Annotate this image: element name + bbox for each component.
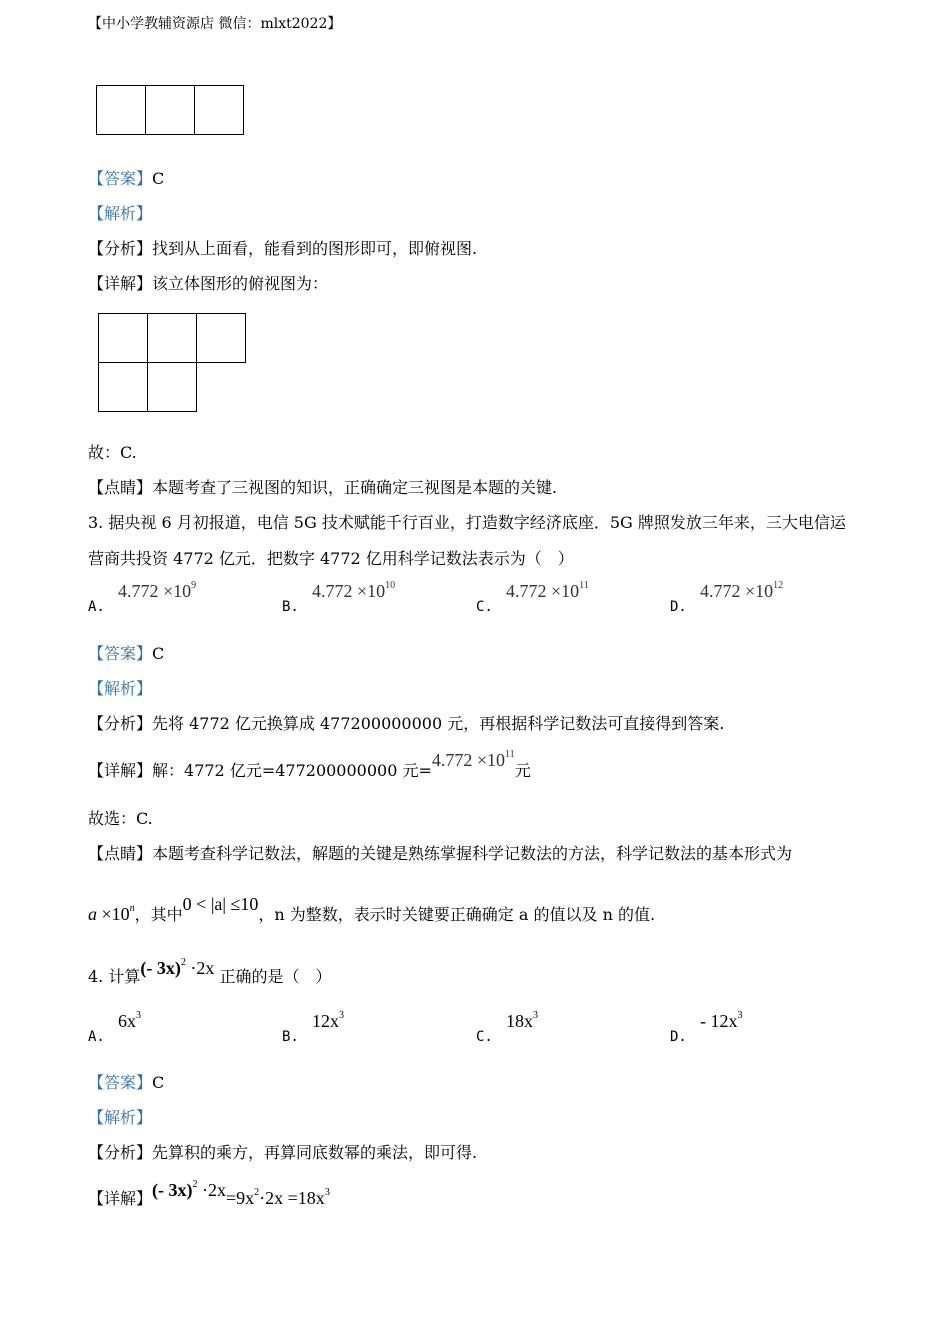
figure-three-squares bbox=[96, 85, 245, 135]
answer-label: 【答案】 bbox=[88, 169, 153, 188]
q3-option-d[interactable] bbox=[670, 580, 784, 615]
option-value: - $12x^3$ bbox=[699, 1010, 743, 1031]
q4-option-a[interactable] bbox=[88, 1010, 141, 1045]
q4-answer-line bbox=[88, 1070, 164, 1093]
q2-fenxi: 找到从上面看，能看到的图形即可，即俯视图. bbox=[152, 239, 478, 258]
q4-stem bbox=[88, 957, 332, 987]
q3-stem-line1: 3. 据央视 6 月初报道，电信 5G 技术赋能千行百业，打造数字经济底座．5G 牌照发放三年来，三大电信运 bbox=[88, 513, 846, 532]
figure-top-view bbox=[98, 313, 246, 413]
option-value: $4.772 \times 10^{10}$ bbox=[311, 580, 396, 601]
answer-label: 【答案】 bbox=[88, 1073, 153, 1092]
q3-xiangjie-prefix: 解：4772 亿元=477200000000 元= bbox=[152, 761, 432, 780]
dianjing-tail: ，n 为整数，表示时关键要正确确定 a 的值以及 n 的值. bbox=[258, 905, 656, 924]
q3-answer: C bbox=[152, 644, 165, 663]
option-value: $6x^3$ bbox=[117, 1010, 141, 1031]
analysis-label: 【解析】 bbox=[88, 1108, 153, 1127]
q2-answer-line bbox=[88, 166, 164, 189]
option-letter: D. bbox=[670, 1029, 687, 1045]
q3-fenxi-line bbox=[88, 711, 724, 734]
q3-dianjing: 本题考查科学记数法，解题的关键是熟练掌握科学记数法的方法，科学记数法的基本形式为 bbox=[152, 844, 793, 863]
q4-fenxi-line bbox=[88, 1140, 477, 1163]
analysis-label: 【解析】 bbox=[88, 204, 153, 223]
option-letter: D. bbox=[670, 599, 687, 615]
stem-suffix: 正确的是（ ） bbox=[219, 967, 332, 986]
q3-xiangjie-math: $4.772 \times 10^{11}$ bbox=[431, 749, 515, 770]
option-value: $4.772 \times 10^{12}$ bbox=[699, 580, 784, 601]
q2-xiangjie-line bbox=[88, 271, 328, 294]
dianjing-label: 【点睛】 bbox=[88, 478, 153, 497]
option-letter: C. bbox=[476, 599, 493, 615]
dianjing-mid: ，其中 bbox=[134, 905, 183, 924]
q4-answer: C bbox=[152, 1073, 165, 1092]
q3-xiangjie-line bbox=[88, 749, 531, 781]
option-letter: B. bbox=[282, 599, 299, 615]
xiangjie-label: 【详解】 bbox=[88, 761, 153, 780]
q4-xiangjie-math: (- 3x)$^2$ ·2x bbox=[152, 1179, 226, 1200]
option-letter: A. bbox=[88, 1029, 105, 1045]
q2-dianjing: 本题考查了三视图的知识，正确确定三视图是本题的关键. bbox=[152, 478, 558, 497]
q4-option-d[interactable] bbox=[670, 1010, 743, 1045]
xiangjie-label: 【详解】 bbox=[88, 274, 153, 293]
xiangjie-label: 【详解】 bbox=[88, 1189, 153, 1208]
option-value: $12x^3$ bbox=[311, 1010, 344, 1031]
option-letter: A. bbox=[88, 599, 105, 615]
stem-expression: (- 3x)$^2$ ·2x bbox=[140, 957, 215, 978]
q3-stem-line2: 营商共投资 4772 亿元．把数字 4772 亿用科学记数法表示为（ ） bbox=[88, 549, 574, 568]
option-value: $18x^3$ bbox=[505, 1010, 538, 1031]
q3-conclusion: 故选：C. bbox=[88, 809, 153, 828]
fenxi-label: 【分析】 bbox=[88, 714, 153, 733]
q2-conclusion: 故：C. bbox=[88, 443, 137, 462]
option-letter: B. bbox=[282, 1029, 299, 1045]
q2-xiangjie: 该立体图形的俯视图为： bbox=[152, 274, 329, 293]
q4-option-b[interactable] bbox=[282, 1010, 344, 1045]
q3-dianjing-line1 bbox=[88, 841, 792, 864]
q3-option-c[interactable] bbox=[476, 580, 589, 615]
q4-xiangjie-line bbox=[88, 1179, 330, 1209]
q3-fenxi: 先将 4772 亿元换算成 477200000000 元，再根据科学记数法可直接得到答案. bbox=[152, 714, 725, 733]
q3-option-a[interactable] bbox=[88, 580, 197, 615]
q3-xiangjie-suffix: 元 bbox=[514, 761, 531, 780]
fenxi-label: 【分析】 bbox=[88, 1143, 153, 1162]
sci-form: $a \times 10^n$ bbox=[88, 903, 135, 924]
option-value: $4.772 \times 10^9$ bbox=[117, 580, 197, 601]
q3-dianjing-line2 bbox=[88, 894, 656, 925]
stem-prefix: 4. 计算 bbox=[88, 967, 141, 986]
q4-fenxi: 先算积的乘方，再算同底数幂的乘法，即可得. bbox=[152, 1143, 478, 1162]
q2-dianjing-line bbox=[88, 475, 557, 498]
answer-label: 【答案】 bbox=[88, 644, 153, 663]
q2-fenxi-line bbox=[88, 236, 477, 259]
range-expr: 0 < |a| ≤10 bbox=[182, 894, 259, 914]
q4-option-c[interactable] bbox=[476, 1010, 538, 1045]
fenxi-label: 【分析】 bbox=[88, 239, 153, 258]
analysis-label: 【解析】 bbox=[88, 679, 153, 698]
q3-answer-line bbox=[88, 641, 164, 664]
option-value: $4.772 \times 10^{11}$ bbox=[505, 580, 589, 601]
q3-option-b[interactable] bbox=[282, 580, 396, 615]
page-header: 【中小学教辅资源店 微信：mlxt2022】 bbox=[88, 16, 342, 32]
dianjing-label: 【点睛】 bbox=[88, 844, 153, 863]
q2-answer: C bbox=[152, 169, 165, 188]
option-letter: C. bbox=[476, 1029, 493, 1045]
q4-xiangjie-result: $=9x^2\cdot 2x =18x^3$ bbox=[226, 1187, 330, 1208]
